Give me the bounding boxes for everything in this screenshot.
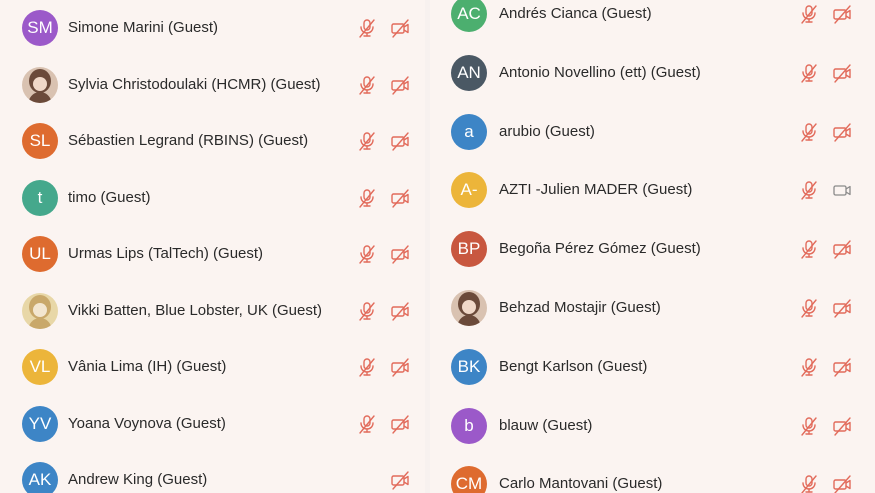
participant-row[interactable] <box>430 53 875 93</box>
avatar <box>451 114 487 150</box>
avatar <box>22 123 58 159</box>
avatar-photo <box>451 290 487 326</box>
camera-off-icon[interactable] <box>831 415 853 437</box>
avatar <box>22 236 58 272</box>
avatar-initials: a <box>464 121 474 141</box>
camera-off-icon[interactable] <box>389 243 411 265</box>
participant-row[interactable] <box>0 460 425 493</box>
avatar-photo <box>22 293 58 329</box>
participant-name: Vikki Batten, Blue Lobster, UK (Guest) <box>68 301 323 319</box>
mic-muted-icon[interactable] <box>798 415 820 437</box>
avatar <box>451 55 487 91</box>
participant-name: Carlo Mantovani (Guest) <box>499 475 663 493</box>
avatar-initials: AK <box>28 470 52 489</box>
participant-name: Begoña Pérez Gómez (Guest) <box>499 240 701 258</box>
camera-off-icon[interactable] <box>389 356 411 378</box>
avatar-initials: BK <box>457 356 481 376</box>
avatar <box>22 462 58 493</box>
participant-name: blauw (Guest) <box>499 416 593 434</box>
mic-muted-icon[interactable] <box>356 413 378 435</box>
avatar <box>451 466 487 493</box>
avatar-initials: VL <box>29 357 51 376</box>
avatar <box>22 406 58 442</box>
camera-off-icon[interactable] <box>389 130 411 152</box>
mic-muted-icon[interactable] <box>356 187 378 209</box>
participant-name: Behzad Mostajir (Guest) <box>499 299 661 316</box>
camera-off-icon[interactable] <box>831 3 853 25</box>
participant-name: Yoana Voynova (Guest) <box>68 414 226 432</box>
camera-off-icon[interactable] <box>831 297 853 319</box>
participant-name: Urmas Lips (TalTech) (Guest) <box>68 245 264 262</box>
avatar-initials: SM <box>27 18 53 37</box>
participant-name: Sylvia Christodoulaki (HCMR) (Guest) <box>68 75 321 93</box>
participant-row[interactable] <box>430 112 875 152</box>
avatar <box>451 231 487 267</box>
camera-off-icon[interactable] <box>389 469 411 491</box>
mic-muted-icon[interactable] <box>798 473 820 493</box>
avatar-initials: UL <box>29 244 51 263</box>
avatar <box>22 10 58 46</box>
participant-row[interactable] <box>0 8 425 48</box>
participant-row[interactable] <box>0 404 425 444</box>
participant-row[interactable] <box>430 406 875 446</box>
mic-muted-icon[interactable] <box>356 243 378 265</box>
participant-row[interactable] <box>0 65 425 105</box>
mic-muted-icon[interactable] <box>798 3 820 25</box>
avatar-initials: YV <box>28 413 52 433</box>
participant-row[interactable] <box>430 288 875 328</box>
participant-name: Andrew King (Guest) <box>68 471 208 488</box>
avatar-initials: AN <box>457 62 481 82</box>
camera-off-icon[interactable] <box>389 17 411 39</box>
avatar-initials: BP <box>457 239 481 259</box>
avatar <box>22 349 58 385</box>
participants-column-left <box>0 0 425 493</box>
camera-off-icon[interactable] <box>831 121 853 143</box>
participants-column-right <box>430 0 875 493</box>
participant-row[interactable] <box>0 234 425 274</box>
participant-name: Vânia Lima (IH) (Guest) <box>68 358 227 375</box>
participant-name: arubio (Guest) <box>499 122 595 140</box>
participant-row[interactable] <box>430 464 875 493</box>
participant-name: AZTI -Julien MADER (Guest) <box>499 181 693 199</box>
avatar-initials: b <box>464 415 474 435</box>
camera-off-icon[interactable] <box>389 187 411 209</box>
mic-muted-icon[interactable] <box>356 74 378 96</box>
avatar <box>451 349 487 385</box>
avatar <box>451 172 487 208</box>
mic-muted-icon[interactable] <box>798 356 820 378</box>
mic-muted-icon[interactable] <box>798 297 820 319</box>
mic-muted-icon[interactable] <box>356 130 378 152</box>
participant-name: Andrés Cianca (Guest) <box>499 5 652 22</box>
avatar <box>22 180 58 216</box>
participant-row[interactable] <box>430 229 875 269</box>
participant-row[interactable] <box>0 347 425 387</box>
mic-muted-icon[interactable] <box>798 62 820 84</box>
participant-name: Antonio Novellino (ett) (Guest) <box>499 63 701 81</box>
avatar <box>451 408 487 444</box>
mic-muted-icon[interactable] <box>356 356 378 378</box>
participant-row[interactable] <box>430 347 875 387</box>
participant-row[interactable] <box>0 291 425 331</box>
mic-muted-icon[interactable] <box>356 17 378 39</box>
participant-name: timo (Guest) <box>68 188 151 206</box>
avatar-initials: t <box>37 187 43 207</box>
avatar-initials: A- <box>460 180 478 200</box>
camera-off-icon[interactable] <box>831 473 853 493</box>
mic-muted-icon[interactable] <box>798 238 820 260</box>
avatar-initials: CM <box>455 474 483 493</box>
camera-icon[interactable] <box>831 179 853 201</box>
participant-row[interactable] <box>430 170 875 210</box>
camera-off-icon[interactable] <box>831 356 853 378</box>
participant-row[interactable] <box>0 178 425 218</box>
camera-off-icon[interactable] <box>389 74 411 96</box>
participant-name: Simone Marini (Guest) <box>68 19 219 36</box>
mic-muted-icon[interactable] <box>356 300 378 322</box>
participant-row[interactable] <box>430 0 875 34</box>
camera-off-icon[interactable] <box>389 300 411 322</box>
avatar-initials: SL <box>29 131 51 150</box>
avatar-photo <box>22 67 58 103</box>
camera-off-icon[interactable] <box>389 413 411 435</box>
mic-muted-icon[interactable] <box>798 179 820 201</box>
participant-name: Bengt Karlson (Guest) <box>499 357 648 375</box>
participant-name: Sébastien Legrand (RBINS) (Guest) <box>68 132 309 149</box>
camera-off-icon[interactable] <box>831 62 853 84</box>
avatar-initials: AC <box>457 4 481 23</box>
camera-off-icon[interactable] <box>831 238 853 260</box>
mic-muted-icon[interactable] <box>798 121 820 143</box>
avatar <box>451 0 487 32</box>
participant-row[interactable] <box>0 121 425 161</box>
